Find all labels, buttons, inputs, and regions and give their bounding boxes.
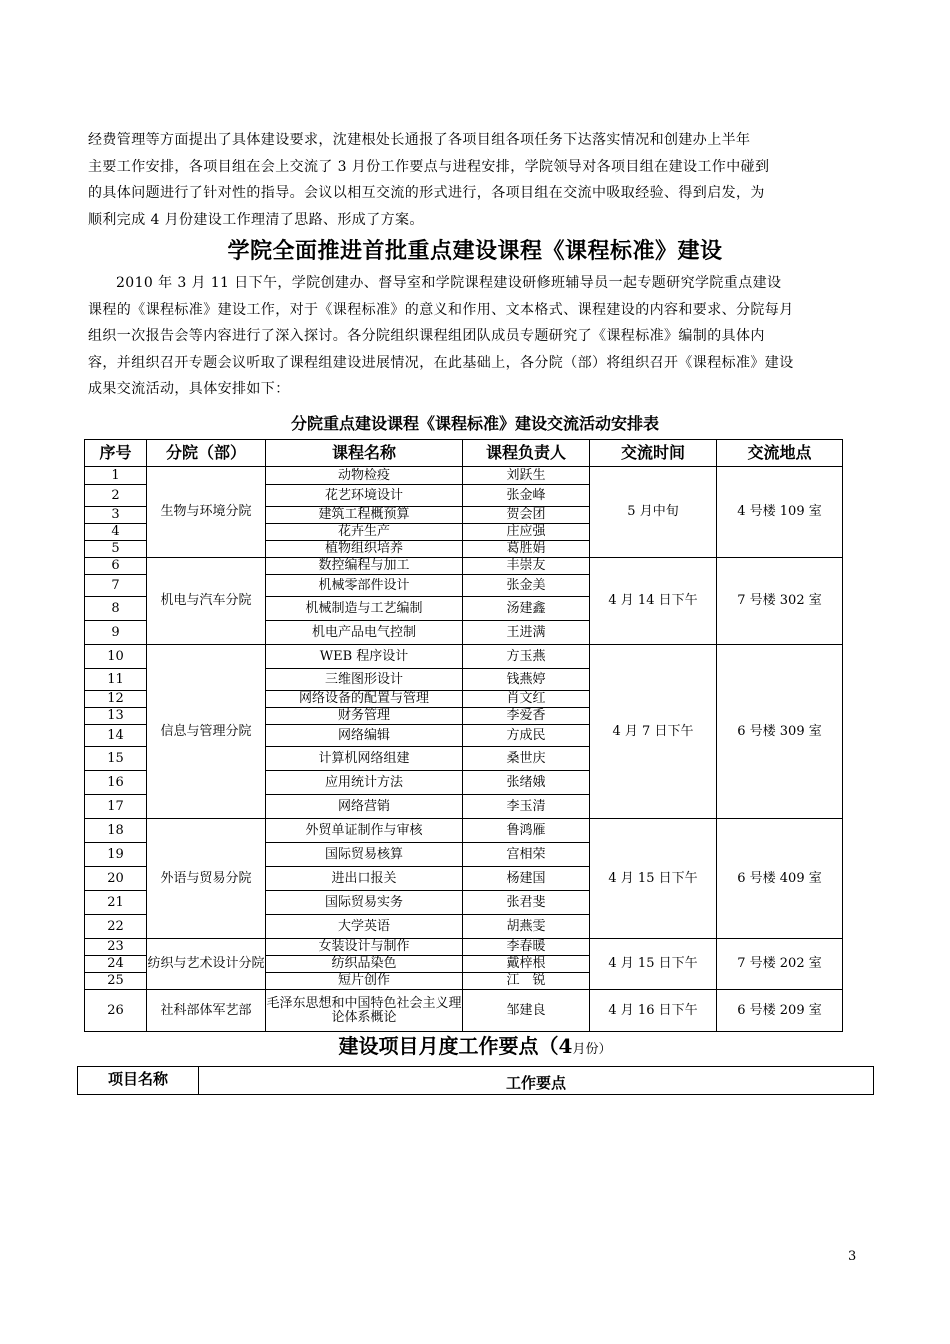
exchange-place: 4 号楼 109 室 <box>717 467 843 558</box>
course-name: 数控编程与加工 <box>266 558 463 575</box>
monthly-heading-suffix: 月份） <box>572 1042 612 1057</box>
course-name: 机械零部件设计 <box>266 575 463 597</box>
row-number: 4 <box>85 524 147 541</box>
course-leader: 李春暖 <box>463 939 590 956</box>
row-number: 23 <box>85 939 147 956</box>
course-name: 网络营销 <box>266 795 463 819</box>
course-name: 花艺环境设计 <box>266 485 463 507</box>
row-number: 22 <box>85 915 147 939</box>
text-line: 课程的《课程标准》建设工作，对于《课程标准》的意义和作用、文本格式、课程建设的内容和要求、分院每月 <box>88 301 794 318</box>
course-leader: 张金峰 <box>463 485 590 507</box>
course-leader: 刘跃生 <box>463 467 590 485</box>
header-course: 课程名称 <box>266 440 463 467</box>
row-number: 21 <box>85 891 147 915</box>
exchange-place: 6 号楼 409 室 <box>717 819 843 939</box>
course-leader: 张君斐 <box>463 891 590 915</box>
schedule-header-row <box>85 440 843 467</box>
course-name: 植物组织培养 <box>266 541 463 558</box>
course-leader: 李爱香 <box>463 708 590 725</box>
course-name: 动物检疫 <box>266 467 463 485</box>
header-time: 交流时间 <box>590 440 717 467</box>
course-leader: 宫相荣 <box>463 843 590 867</box>
table-row <box>85 467 843 485</box>
course-name: 毛泽东思想和中国特色社会主义理论体系概论 <box>266 990 463 1032</box>
course-leader: 胡燕雯 <box>463 915 590 939</box>
course-name: 外贸单证制作与审核 <box>266 819 463 843</box>
course-leader: 肖文红 <box>463 691 590 708</box>
row-number: 8 <box>85 597 147 621</box>
row-number: 19 <box>85 843 147 867</box>
course-leader: 方成民 <box>463 725 590 747</box>
department-cell: 纺织与艺术设计分院 <box>147 939 266 990</box>
department-cell: 信息与管理分院 <box>147 645 266 819</box>
table-caption: 分院重点建设课程《课程标准》建设交流活动安排表 <box>290 414 659 433</box>
text-line: 2010 年 3 月 11 日下午，学院创建办、督导室和学院课程建设研修班辅导员一起专题研究学院重点建设 <box>116 275 782 291</box>
exchange-place: 7 号楼 202 室 <box>717 939 843 990</box>
table-row <box>85 939 843 956</box>
row-number: 13 <box>85 708 147 725</box>
header-no: 序号 <box>85 440 147 467</box>
course-leader: 汤建鑫 <box>463 597 590 621</box>
row-number: 25 <box>85 973 147 990</box>
department-cell: 机电与汽车分院 <box>147 558 266 645</box>
course-name: 机械制造与工艺编制 <box>266 597 463 621</box>
exchange-place: 6 号楼 209 室 <box>717 990 843 1032</box>
department-cell: 生物与环境分院 <box>147 467 266 558</box>
row-number: 17 <box>85 795 147 819</box>
row-number: 1 <box>85 467 147 485</box>
table-row <box>85 990 843 1032</box>
course-name: 进出口报关 <box>266 867 463 891</box>
exchange-time: 4 月 16 日下午 <box>590 990 717 1032</box>
course-leader: 葛胜娟 <box>463 541 590 558</box>
table-row <box>85 819 843 843</box>
course-name: 三维图形设计 <box>266 669 463 691</box>
monthly-heading <box>0 1030 950 1059</box>
row-number: 14 <box>85 725 147 747</box>
row-number: 7 <box>85 575 147 597</box>
text-line: 组织一次报告会等内容进行了深入探讨。各分院组织课程组团队成员专题研究了《课程标准》编制的具体内 <box>88 328 765 344</box>
row-number: 12 <box>85 691 147 708</box>
department-cell: 外语与贸易分院 <box>147 819 266 939</box>
course-name: 大学英语 <box>266 915 463 939</box>
course-leader: 桑世庆 <box>463 747 590 771</box>
exchange-place: 7 号楼 302 室 <box>717 558 843 645</box>
monthly-header-project: 项目名称 <box>78 1067 199 1095</box>
course-leader: 贺会团 <box>463 507 590 524</box>
course-name: 应用统计方法 <box>266 771 463 795</box>
course-leader: 戴梓根 <box>463 956 590 973</box>
course-name: 花卉生产 <box>266 524 463 541</box>
text-line: 经费管理等方面提出了具体建设要求，沈建根处长通报了各项目组各项任务下达落实情况和创建办上半年 <box>88 132 751 148</box>
course-name: 机电产品电气控制 <box>266 621 463 645</box>
exchange-time: 4 月 15 日下午 <box>590 939 717 990</box>
exchange-place: 6 号楼 309 室 <box>717 645 843 819</box>
course-leader: 丰崇友 <box>463 558 590 575</box>
intro-paragraph <box>88 127 860 233</box>
row-number: 15 <box>85 747 147 771</box>
course-leader: 江 锐 <box>463 973 590 990</box>
row-number: 10 <box>85 645 147 669</box>
row-number: 24 <box>85 956 147 973</box>
row-number: 6 <box>85 558 147 575</box>
row-number: 16 <box>85 771 147 795</box>
row-number: 18 <box>85 819 147 843</box>
course-leader: 钱燕婷 <box>463 669 590 691</box>
schedule-table <box>84 439 843 1032</box>
course-name: 女装设计与制作 <box>266 939 463 956</box>
monthly-header-row <box>78 1067 874 1095</box>
course-leader: 庄应强 <box>463 524 590 541</box>
section-heading: 学院全面推进首批重点建设课程《课程标准》建设 <box>227 239 723 264</box>
page-number: 3 <box>848 1249 857 1264</box>
header-place: 交流地点 <box>717 440 843 467</box>
exchange-time: 4 月 7 日下午 <box>590 645 717 819</box>
exchange-time: 4 月 14 日下午 <box>590 558 717 645</box>
header-leader: 课程负责人 <box>463 440 590 467</box>
course-name: 国际贸易核算 <box>266 843 463 867</box>
row-number: 11 <box>85 669 147 691</box>
text-line: 顺利完成 4 月份建设工作理清了思路、形成了方案。 <box>88 211 424 228</box>
course-leader: 杨建国 <box>463 867 590 891</box>
course-leader: 王进满 <box>463 621 590 645</box>
course-name: WEB 程序设计 <box>266 645 463 669</box>
course-name: 国际贸易实务 <box>266 891 463 915</box>
course-name: 纺织品染色 <box>266 956 463 973</box>
text-line: 成果交流活动，具体安排如下： <box>88 381 290 397</box>
row-number: 26 <box>85 990 147 1032</box>
course-leader: 邹建良 <box>463 990 590 1032</box>
course-leader: 张金美 <box>463 575 590 597</box>
course-name: 短片创作 <box>266 973 463 990</box>
course-leader: 鲁鸿雁 <box>463 819 590 843</box>
department-cell: 社科部体军艺部 <box>147 990 266 1032</box>
text-line: 容，并组织召开专题会议听取了课程组建设进展情况，在此基础上，各分院（部）将组织召开《课程标准》建设 <box>88 354 794 371</box>
table-row <box>85 558 843 575</box>
course-leader: 张绪娥 <box>463 771 590 795</box>
row-number: 3 <box>85 507 147 524</box>
monthly-table <box>77 1066 874 1095</box>
course-leader: 李玉清 <box>463 795 590 819</box>
text-line: 主要工作安排，各项目组在会上交流了 3 月份工作要点与进程安排，学院领导对各项目组在建设工作中碰到 <box>88 158 770 175</box>
exchange-time: 4 月 15 日下午 <box>590 819 717 939</box>
row-number: 2 <box>85 485 147 507</box>
course-name: 建筑工程概预算 <box>266 507 463 524</box>
course-name: 网络设备的配置与管理 <box>266 691 463 708</box>
row-number: 9 <box>85 621 147 645</box>
course-name: 财务管理 <box>266 708 463 725</box>
course-name: 网络编辑 <box>266 725 463 747</box>
monthly-heading-main: 建设项目月度工作要点（4 <box>338 1034 573 1058</box>
schedule-table-body <box>85 467 843 1032</box>
text-line: 的具体问题进行了针对性的指导。会议以相互交流的形式进行，各项目组在交流中吸取经验、得到启发，为 <box>88 185 765 201</box>
section-paragraph <box>88 270 860 403</box>
course-name: 计算机网络组建 <box>266 747 463 771</box>
header-department: 分院（部） <box>147 440 266 467</box>
row-number: 20 <box>85 867 147 891</box>
row-number: 5 <box>85 541 147 558</box>
exchange-time: 5 月中旬 <box>590 467 717 558</box>
course-leader: 方玉燕 <box>463 645 590 669</box>
monthly-header-points: 工作要点 <box>199 1067 874 1095</box>
table-row <box>85 645 843 669</box>
